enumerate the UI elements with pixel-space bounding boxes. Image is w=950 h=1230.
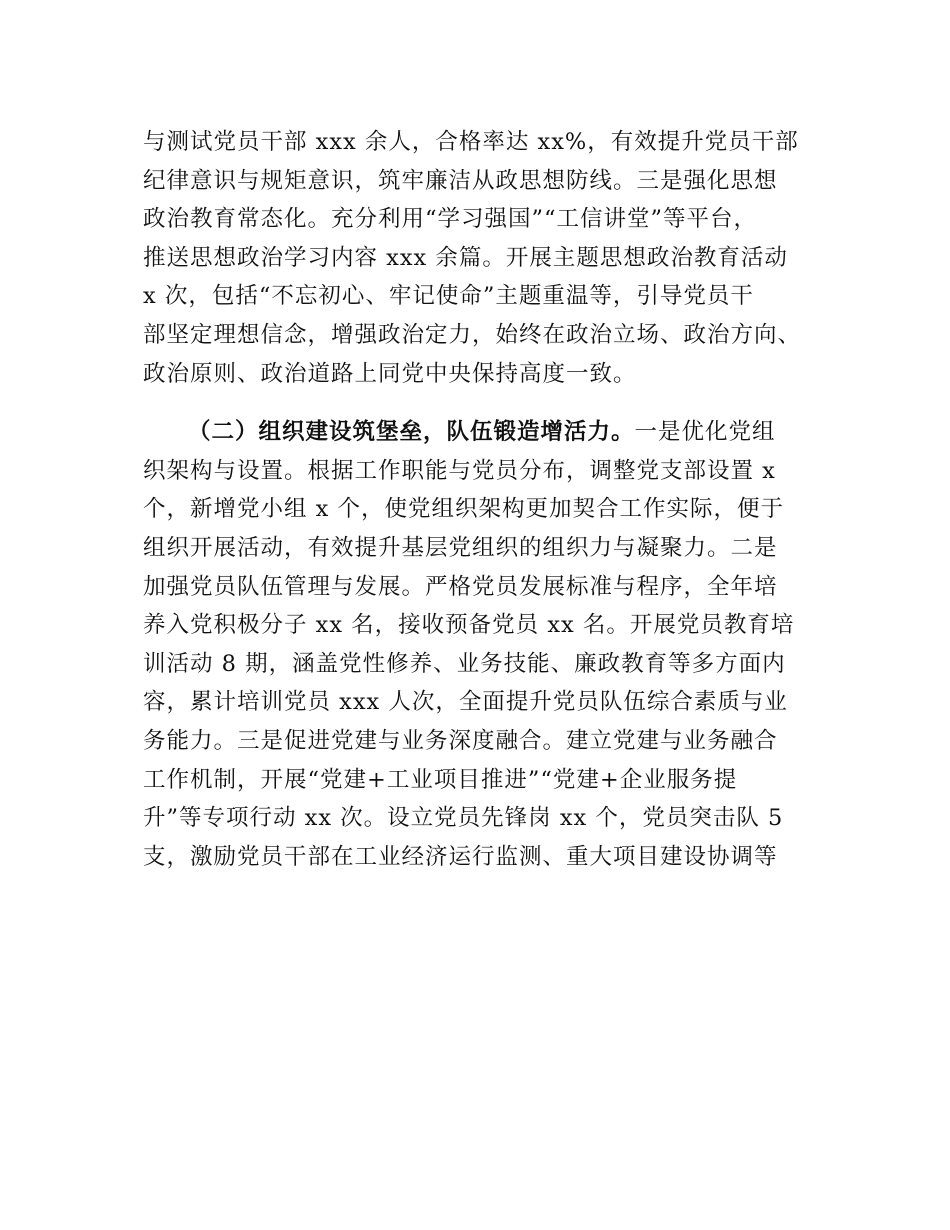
text-line: 推送思想政治学习内容 xxx 余篇。开展主题思想政治教育活动 xyxy=(143,244,788,271)
text-line: 容，累计培训党员 xxx 人次，全面提升党员队伍综合素质与业 xyxy=(143,689,788,716)
text-line: 支，激励党员干部在工业经济运行监测、重大项目建设协调等 xyxy=(143,843,778,870)
text-run: 一是优化党组 xyxy=(634,419,776,446)
text-line: 养入党积极分子 xx 名，接收预备党员 xx 名。开展党员教育培 xyxy=(143,612,795,639)
text-line: 政治教育常态化。充分利用“学习强国”“工信讲堂”等平台， xyxy=(143,206,758,233)
paragraph-2 xyxy=(143,413,833,876)
text-line: 纪律意识与规矩意识，筑牢廉洁从政思想防线。三是强化思想 xyxy=(143,167,778,194)
text-line: 升”等专项行动 xx 次。设立党员先锋岗 xx 个，党员突击队 5 xyxy=(143,805,784,832)
text-line: 工作机制，开展“党建+工业项目推进”“党建+企业服务提 xyxy=(143,766,738,793)
text-line: 织架构与设置。根据工作职能与党员分布，调整党支部设置 x xyxy=(143,457,776,484)
text-line: 训活动 8 期，涵盖党性修养、业务技能、廉政教育等多方面内 xyxy=(143,650,786,677)
text-line: 加强党员队伍管理与发展。严格党员发展标准与程序，全年培 xyxy=(143,573,778,600)
text-line: 个，新增党小组 x 个，使党组织架构更加契合工作实际，便于 xyxy=(143,496,784,523)
document-body xyxy=(143,123,833,876)
text-line: 政治原则、政治道路上同党中央保持高度一致。 xyxy=(143,360,637,387)
text-line: 与测试党员干部 xxx 余人，合格率达 xx%，有效提升党员干部 xyxy=(143,129,799,155)
text-line: 部坚定理想信念，增强政治定力，始终在政治立场、政治方向、 xyxy=(143,321,802,348)
paragraph-spacer xyxy=(143,393,833,413)
text-line: 组织开展活动，有效提升基层党组织的组织力与凝聚力。二是 xyxy=(143,534,778,561)
text-line: x 次，包括“不忘初心、牢记使命”主题重温等，引导党员干 xyxy=(143,283,754,310)
text-line: 务能力。三是促进党建与业务深度融合。建立党建与业务融合 xyxy=(143,727,778,754)
paragraph-1 xyxy=(143,123,833,393)
section-heading: （二）组织建设筑堡垒，队伍锻造增活力。 xyxy=(188,419,635,446)
section-heading-line xyxy=(143,413,833,452)
